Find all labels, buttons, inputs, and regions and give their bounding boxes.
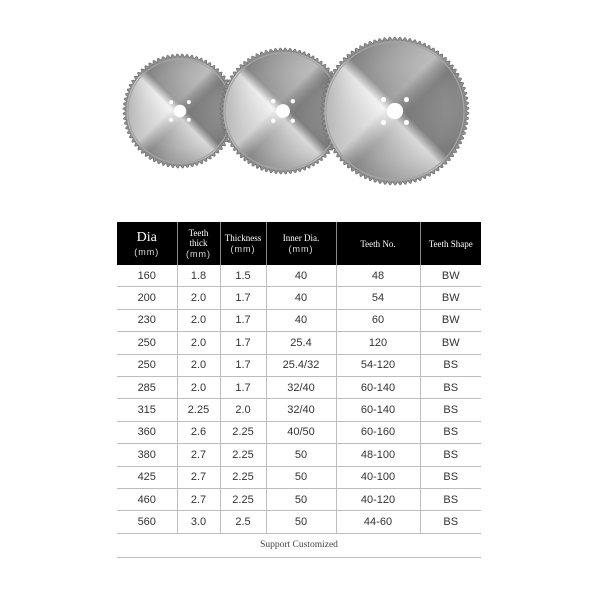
cell-teeth-thick: 2.7 bbox=[177, 444, 220, 466]
table-row bbox=[117, 332, 481, 354]
header-teeth-thick: Teeth thick (mm) bbox=[177, 222, 220, 265]
table-row bbox=[117, 376, 481, 398]
cell-teeth-thick: 2.25 bbox=[177, 399, 220, 421]
cell-dia: 315 bbox=[117, 399, 177, 421]
header-teeth-shape: Teeth Shape bbox=[420, 222, 481, 265]
cell-teeth-thick: 2.0 bbox=[177, 309, 220, 331]
cell-thickness: 2.25 bbox=[220, 466, 266, 488]
cell-inner-dia: 40 bbox=[266, 287, 336, 309]
header-dia: Dia (mm) bbox=[117, 222, 177, 265]
cell-teeth-shape: BW bbox=[420, 265, 481, 287]
cell-inner-dia: 40 bbox=[266, 309, 336, 331]
table-footer-row bbox=[117, 533, 481, 557]
cell-teeth-no: 40-120 bbox=[336, 488, 420, 510]
cell-dia: 230 bbox=[117, 309, 177, 331]
cell-teeth-shape: BS bbox=[420, 488, 481, 510]
cell-teeth-no: 48 bbox=[336, 265, 420, 287]
cell-teeth-thick: 1.8 bbox=[177, 265, 220, 287]
cell-teeth-shape: BS bbox=[420, 376, 481, 398]
header-thickness: Thickness (mm) bbox=[220, 222, 266, 265]
cell-teeth-thick: 2.0 bbox=[177, 354, 220, 376]
cell-inner-dia: 40/50 bbox=[266, 421, 336, 443]
header-teeth-no: Teeth No. bbox=[336, 222, 420, 265]
table-row bbox=[117, 488, 481, 510]
cell-dia: 360 bbox=[117, 421, 177, 443]
cell-teeth-shape: BS bbox=[420, 354, 481, 376]
table-row bbox=[117, 354, 481, 376]
cell-teeth-no: 60-160 bbox=[336, 421, 420, 443]
saw-blades-image bbox=[0, 0, 600, 215]
table-row bbox=[117, 421, 481, 443]
cell-teeth-no: 120 bbox=[336, 332, 420, 354]
cell-inner-dia: 50 bbox=[266, 511, 336, 533]
small-saw-blade bbox=[123, 54, 237, 168]
table-row bbox=[117, 309, 481, 331]
cell-inner-dia: 50 bbox=[266, 488, 336, 510]
support-customized-note: Support Customized bbox=[117, 533, 481, 557]
cell-teeth-thick: 2.0 bbox=[177, 332, 220, 354]
cell-thickness: 1.7 bbox=[220, 287, 266, 309]
cell-inner-dia: 32/40 bbox=[266, 376, 336, 398]
cell-teeth-shape: BW bbox=[420, 309, 481, 331]
cell-teeth-no: 60-140 bbox=[336, 376, 420, 398]
cell-thickness: 2.25 bbox=[220, 488, 266, 510]
large-saw-blade bbox=[321, 37, 469, 185]
cell-inner-dia: 40 bbox=[266, 265, 336, 287]
cell-teeth-shape: BW bbox=[420, 287, 481, 309]
cell-dia: 250 bbox=[117, 354, 177, 376]
cell-dia: 560 bbox=[117, 511, 177, 533]
cell-dia: 160 bbox=[117, 265, 177, 287]
cell-teeth-no: 54 bbox=[336, 287, 420, 309]
cell-inner-dia: 50 bbox=[266, 444, 336, 466]
cell-thickness: 1.5 bbox=[220, 265, 266, 287]
cell-teeth-shape: BW bbox=[420, 332, 481, 354]
cell-thickness: 1.7 bbox=[220, 309, 266, 331]
cell-thickness: 1.7 bbox=[220, 354, 266, 376]
header-inner-dia: Inner Dia. (mm) bbox=[266, 222, 336, 265]
cell-teeth-thick: 2.7 bbox=[177, 488, 220, 510]
cell-dia: 425 bbox=[117, 466, 177, 488]
table-row bbox=[117, 466, 481, 488]
cell-teeth-thick: 2.0 bbox=[177, 287, 220, 309]
cell-teeth-thick: 2.6 bbox=[177, 421, 220, 443]
cell-thickness: 2.25 bbox=[220, 444, 266, 466]
cell-dia: 380 bbox=[117, 444, 177, 466]
cell-inner-dia: 25.4 bbox=[266, 332, 336, 354]
cell-thickness: 1.7 bbox=[220, 332, 266, 354]
cell-thickness: 1.7 bbox=[220, 376, 266, 398]
cell-teeth-shape: BS bbox=[420, 421, 481, 443]
table-row bbox=[117, 511, 481, 533]
cell-teeth-shape: BS bbox=[420, 399, 481, 421]
cell-inner-dia: 50 bbox=[266, 466, 336, 488]
cell-dia: 460 bbox=[117, 488, 177, 510]
cell-teeth-no: 60-140 bbox=[336, 399, 420, 421]
table-row bbox=[117, 287, 481, 309]
cell-dia: 250 bbox=[117, 332, 177, 354]
cell-teeth-no: 60 bbox=[336, 309, 420, 331]
cell-teeth-shape: BS bbox=[420, 511, 481, 533]
cell-thickness: 2.5 bbox=[220, 511, 266, 533]
cell-teeth-thick: 2.7 bbox=[177, 466, 220, 488]
cell-teeth-shape: BS bbox=[420, 444, 481, 466]
cell-teeth-no: 48-100 bbox=[336, 444, 420, 466]
cell-teeth-thick: 3.0 bbox=[177, 511, 220, 533]
cell-teeth-shape: BS bbox=[420, 466, 481, 488]
cell-teeth-no: 44-60 bbox=[336, 511, 420, 533]
cell-dia: 285 bbox=[117, 376, 177, 398]
cell-inner-dia: 32/40 bbox=[266, 399, 336, 421]
table-header-row bbox=[117, 222, 481, 265]
cell-dia: 200 bbox=[117, 287, 177, 309]
cell-inner-dia: 25.4/32 bbox=[266, 354, 336, 376]
blade-spec-table bbox=[117, 222, 481, 558]
cell-teeth-thick: 2.0 bbox=[177, 376, 220, 398]
cell-teeth-no: 40-100 bbox=[336, 466, 420, 488]
cell-teeth-no: 54-120 bbox=[336, 354, 420, 376]
table-body bbox=[117, 265, 481, 557]
cell-thickness: 2.0 bbox=[220, 399, 266, 421]
table-row bbox=[117, 399, 481, 421]
cell-thickness: 2.25 bbox=[220, 421, 266, 443]
table-row bbox=[117, 444, 481, 466]
table-row bbox=[117, 265, 481, 287]
